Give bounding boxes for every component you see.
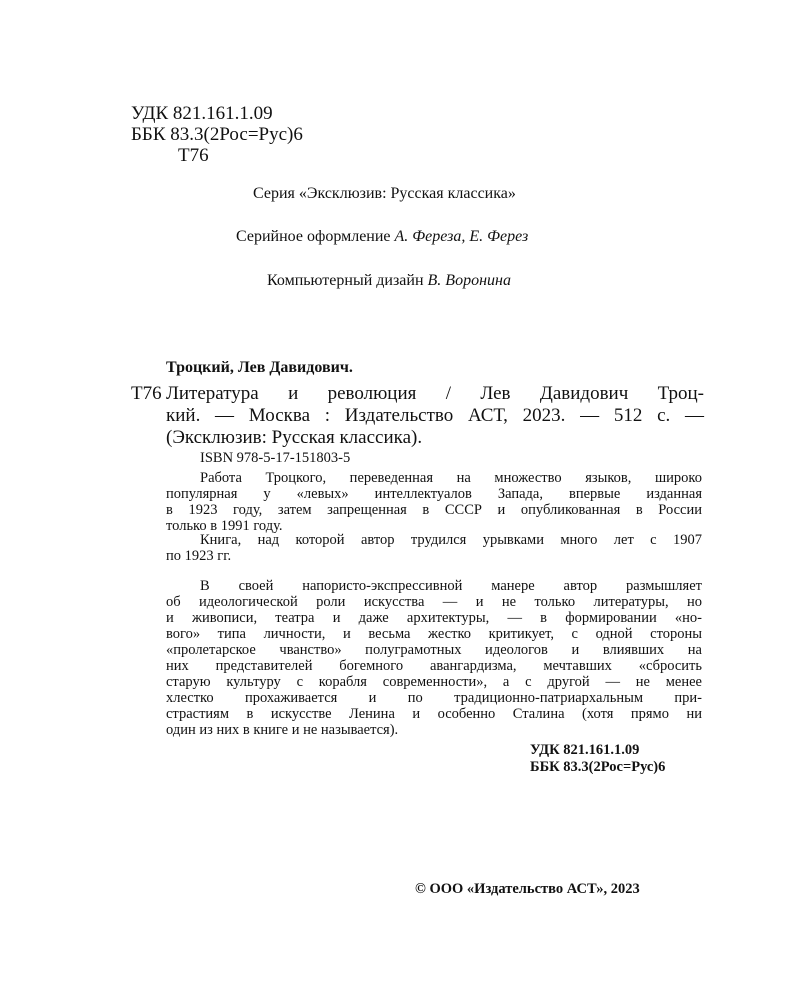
catalog-description-line: Литература и революция / Лев Давидович Троц- (166, 383, 704, 404)
annotation-line: хлестко прохаживается и по традиционно-патриархальным при- (166, 690, 702, 706)
annotation-line: один из них в книге и не называется). (166, 722, 399, 738)
bbk-code: ББК 83.3(2Рос=Рус)6 (131, 124, 303, 145)
udk-code: УДК 821.161.1.09 (131, 103, 273, 124)
catalog-mark: Т76 (131, 383, 162, 404)
series-design-credit (236, 229, 528, 245)
annotation-line: по 1923 гг. (166, 548, 232, 564)
catalog-author-heading: Троцкий, Лев Давидович. (166, 359, 353, 376)
annotation-line: них представителей богемного авангардизма, мечтавших «сбросить (166, 658, 702, 674)
copyright-notice: © ООО «Издательство АСТ», 2023 (415, 881, 640, 897)
isbn: ISBN 978-5-17-151803-5 (200, 450, 351, 466)
annotation-line: и живописи, театра и даже архитектуры, — в формировании «но- (166, 610, 702, 626)
annotation-line: старую культуру с корабля современности», а с другой — не менее (166, 674, 702, 690)
annotation-line: вого» типа личности, и весьма жестко критикует, с одной стороны (166, 626, 702, 642)
annotation-line: В своей напористо-экспрессивной манере автор размышляет (200, 578, 702, 594)
series-design-label: Серийное оформление (236, 228, 391, 245)
annotation-line: Книга, над которой автор трудился урывками много лет с 1907 (200, 532, 702, 548)
annotation-line: Работа Троцкого, переведенная на множество языков, широко (200, 470, 702, 486)
annotation-line: страстиям в искусстве Ленина и особенно Сталина (хотя прямо ни (166, 706, 702, 722)
series-title: Серия «Эксклюзив: Русская классика» (253, 185, 516, 202)
author-mark: Т76 (178, 145, 209, 166)
computer-design-credit (267, 273, 511, 289)
computer-design-label: Компьютерный дизайн (267, 272, 424, 289)
series-design-names: А. Фереза, Е. Ферез (394, 228, 529, 245)
annotation-line: об идеологической роли искусства — и не только литературы, но (166, 594, 702, 610)
annotation-line: в 1923 году, затем запрещенная в СССР и опубликованная в России (166, 502, 702, 518)
annotation-line: популярная у «левых» интеллектуалов Запада, впервые изданная (166, 486, 702, 502)
catalog-description-line: кий. — Москва : Издательство АСТ, 2023. — 512 с. — (166, 405, 704, 426)
annotation-line: только в 1991 году. (166, 518, 283, 534)
card-udk-code: УДК 821.161.1.09 (530, 742, 640, 758)
annotation-line: «пролетарское чванство» полуграмотных идеологов и влиявших на (166, 642, 702, 658)
catalog-description-line: (Эксклюзив: Русская классика). (166, 427, 423, 448)
computer-design-name: В. Воронина (427, 272, 511, 289)
card-bbk-code: ББК 83.3(2Рос=Рус)6 (530, 759, 666, 775)
